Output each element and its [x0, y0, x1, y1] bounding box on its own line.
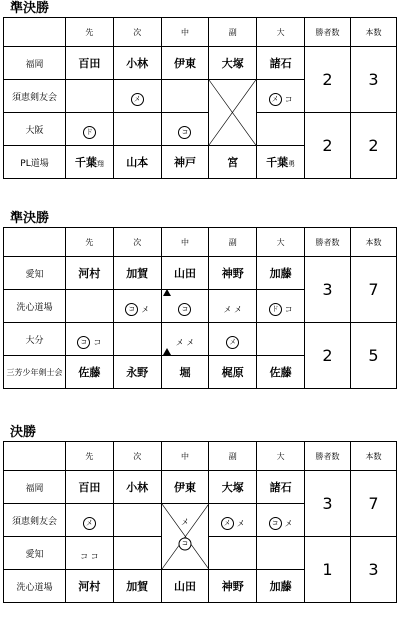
mark-cell	[113, 504, 161, 537]
player: 佐藤	[257, 356, 305, 389]
player: 小林	[113, 47, 161, 80]
player: 加賀	[113, 257, 161, 290]
team-b-club: 洗心道場	[4, 570, 66, 603]
team-b-marks-row	[4, 323, 397, 356]
score-circle: コ	[77, 336, 90, 349]
team-a-names-row	[4, 257, 397, 290]
player: 佐藤	[66, 356, 114, 389]
header-pos2: 次	[113, 228, 161, 257]
score-circle: ド	[269, 303, 282, 316]
player: 伊東	[161, 47, 209, 80]
score-mark: メ	[180, 517, 189, 527]
player: 神野	[209, 257, 257, 290]
score-mark: コ	[284, 305, 293, 314]
score-circle: コ	[125, 303, 138, 316]
team-b-wins: 1	[305, 537, 351, 603]
match-table	[3, 441, 397, 603]
team-a-pref: 愛知	[4, 257, 66, 290]
header-row	[4, 18, 397, 47]
score-mark: メ メ	[223, 304, 243, 314]
warning-triangle-icon	[163, 348, 171, 355]
mark-cell	[66, 113, 114, 146]
header-empty	[4, 228, 66, 257]
mark-cell	[66, 504, 114, 537]
player: 諸石	[257, 471, 305, 504]
mark-cell	[209, 290, 257, 323]
team-b-points: 5	[351, 323, 397, 389]
header-points: 本数	[351, 228, 397, 257]
team-b-club: 三芳少年剣士会	[4, 356, 66, 389]
player: 百田	[66, 471, 114, 504]
score-circle: メ	[226, 336, 239, 349]
player: 大塚	[209, 471, 257, 504]
mark-cell	[257, 323, 305, 356]
mark-cell	[113, 80, 161, 113]
score-circle: コ	[178, 538, 191, 551]
player: 百田	[66, 47, 114, 80]
player: 千葉翔	[66, 146, 114, 179]
score-circle: メ	[221, 517, 234, 530]
mark-cell	[113, 113, 161, 146]
mark-cell	[257, 80, 305, 113]
mark-cell	[161, 323, 209, 356]
header-empty	[4, 18, 66, 47]
team-b-points: 3	[351, 537, 397, 603]
header-pos2: 次	[113, 442, 161, 471]
team-a-pref: 福岡	[4, 471, 66, 504]
team-b-pref: 愛知	[4, 537, 66, 570]
header-row	[4, 228, 397, 257]
header-pos1: 先	[66, 18, 114, 47]
header-pos1: 先	[66, 442, 114, 471]
mark-cell	[209, 537, 257, 570]
player: 加藤	[257, 257, 305, 290]
score-circle: メ	[269, 93, 282, 106]
header-empty	[4, 442, 66, 471]
player: 神野	[209, 570, 257, 603]
header-pos3: 中	[161, 18, 209, 47]
score-mark: コ コ	[80, 551, 99, 561]
header-wins: 勝者数	[305, 442, 351, 471]
header-points: 本数	[351, 18, 397, 47]
player: 河村	[66, 570, 114, 603]
player: 山田	[161, 257, 209, 290]
draw-cell	[209, 80, 257, 146]
mark-cell	[66, 323, 114, 356]
score-circle: メ	[83, 517, 96, 530]
draw-cross	[162, 504, 209, 569]
score-mark: コ	[93, 338, 102, 347]
team-a-pref: 福岡	[4, 47, 66, 80]
mark-cell	[161, 113, 209, 146]
match-table	[3, 17, 397, 179]
player: 河村	[66, 257, 114, 290]
score-mark: メ メ	[175, 337, 195, 347]
draw-cross	[209, 80, 256, 145]
player: 小林	[113, 471, 161, 504]
player: 諸石	[257, 47, 305, 80]
mark-cell	[257, 537, 305, 570]
header-wins: 勝者数	[305, 228, 351, 257]
mark-cell	[209, 504, 257, 537]
team-a-wins: 2	[305, 47, 351, 113]
team-b-wins: 2	[305, 113, 351, 179]
score-mark: コ	[284, 95, 293, 104]
draw-cell	[161, 504, 209, 570]
team-a-points: 3	[351, 47, 397, 113]
team-b-marks-row	[4, 113, 397, 146]
match-semifinal-1	[0, 2, 400, 207]
mark-cell	[257, 504, 305, 537]
player: 加藤	[257, 570, 305, 603]
team-a-names-row	[4, 471, 397, 504]
player: 山本	[113, 146, 161, 179]
player: 山田	[161, 570, 209, 603]
mark-cell	[257, 113, 305, 146]
match-title: 準決勝	[10, 211, 50, 226]
player: 大塚	[209, 47, 257, 80]
mark-cell	[113, 537, 161, 570]
score-circle: コ	[269, 517, 282, 530]
team-a-club: 洗心道場	[4, 290, 66, 323]
score-mark: メ	[141, 305, 150, 314]
player: 神戸	[161, 146, 209, 179]
mark-cell	[209, 323, 257, 356]
score-mark: メ	[284, 519, 293, 528]
mark-cell	[66, 537, 114, 570]
header-points: 本数	[351, 442, 397, 471]
player: 堀	[161, 356, 209, 389]
player: 梶原	[209, 356, 257, 389]
mark-cell	[113, 290, 161, 323]
score-circle: コ	[178, 303, 191, 316]
player: 伊東	[161, 471, 209, 504]
score-mark: メ	[236, 519, 245, 528]
mark-cell	[161, 290, 209, 323]
header-pos5: 大	[257, 442, 305, 471]
header-pos4: 副	[209, 228, 257, 257]
score-circle: メ	[131, 93, 144, 106]
mark-cell	[113, 323, 161, 356]
team-a-wins: 3	[305, 257, 351, 323]
header-row	[4, 442, 397, 471]
team-b-club: PL道場	[4, 146, 66, 179]
player: 永野	[113, 356, 161, 389]
mark-cell	[66, 80, 114, 113]
header-pos5: 大	[257, 228, 305, 257]
header-pos3: 中	[161, 442, 209, 471]
team-b-points: 2	[351, 113, 397, 179]
team-a-points: 7	[351, 471, 397, 537]
header-wins: 勝者数	[305, 18, 351, 47]
match-title: 決勝	[10, 425, 37, 440]
mark-cell	[66, 290, 114, 323]
team-b-pref: 大阪	[4, 113, 66, 146]
header-pos1: 先	[66, 228, 114, 257]
player: 千葉勇	[257, 146, 305, 179]
score-circle: ド	[83, 126, 96, 139]
player: 宮	[209, 146, 257, 179]
match-semifinal-2	[0, 212, 400, 417]
warning-triangle-icon	[163, 290, 171, 297]
score-circle: コ	[178, 126, 191, 139]
match-table	[3, 227, 397, 389]
match-final	[0, 426, 400, 624]
header-pos3: 中	[161, 228, 209, 257]
header-pos4: 副	[209, 442, 257, 471]
header-pos5: 大	[257, 18, 305, 47]
header-pos2: 次	[113, 18, 161, 47]
header-pos4: 副	[209, 18, 257, 47]
team-b-pref: 大分	[4, 323, 66, 356]
team-b-wins: 2	[305, 323, 351, 389]
team-a-points: 7	[351, 257, 397, 323]
mark-cell	[161, 80, 209, 113]
player: 加賀	[113, 570, 161, 603]
team-a-names-row	[4, 47, 397, 80]
mark-cell	[257, 290, 305, 323]
team-a-club: 須恵剣友会	[4, 504, 66, 537]
team-a-wins: 3	[305, 471, 351, 537]
team-a-club: 須恵剣友会	[4, 80, 66, 113]
match-title: 準決勝	[10, 1, 50, 16]
